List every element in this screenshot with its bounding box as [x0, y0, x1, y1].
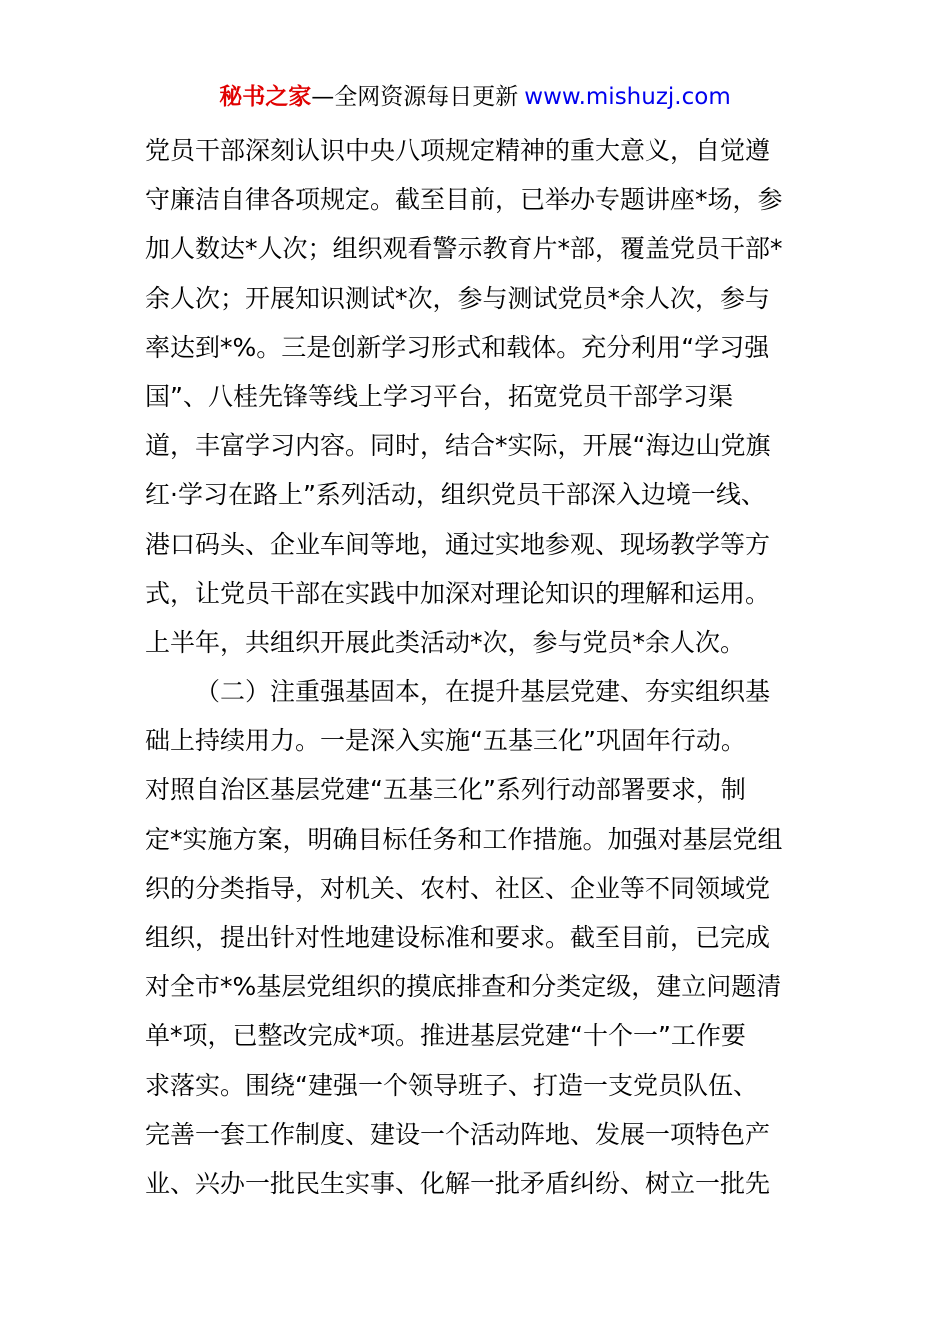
text-line: 国”、八桂先锋等线上学习平台，拓宽党员干部学习渠 [145, 381, 733, 411]
text-line: 党员干部深刻认识中央八项规定精神的重大意义，自觉遵 [145, 136, 771, 165]
text-line: 业、兴办一批民生实事、化解一批矛盾纠纷、树立一批先 [145, 1168, 771, 1198]
text-line: 港口码头、企业车间等地，通过实地参观、现场教学等方 [145, 529, 771, 559]
text-line: 余人次；开展知识测试*次，参与测试党员*余人次，参与 [145, 283, 771, 313]
brand-name: 秘书之家 [219, 84, 312, 110]
text-line: 上半年，共组织开展此类活动*次，参与党员*余人次。 [145, 627, 746, 657]
body-text [145, 126, 810, 1208]
text-line: 组织，提出针对性地建设标准和要求。截至目前，已完成 [145, 923, 771, 952]
text-line: 织的分类指导，对机关、农村、社区、企业等不同领域党 [145, 873, 771, 903]
text-line: 守廉洁自律各项规定。截至目前，已举办专题讲座*场，参 [145, 185, 783, 215]
text-line: 加人数达*人次；组织观看警示教育片*部，覆盖党员干部* [145, 234, 783, 264]
text-line: 完善一套工作制度、建设一个活动阵地、发展一项特色产 [145, 1119, 771, 1149]
website-link[interactable]: www.mishuzj.com [524, 84, 731, 110]
text-line: 对全市*%基层党组织的摸底排查和分类定级，建立问题清 [145, 972, 782, 1002]
text-line: 道，丰富学习内容。同时，结合*实际，开展“海边山党旗 [145, 431, 771, 461]
text-line: 单*项，已整改完成*项。推进基层党建“十个一”工作要 [145, 1021, 746, 1051]
text-line: 求落实。围绕“建强一个领导班子、打造一支党员队伍、 [145, 1070, 758, 1100]
text-line: 率达到*%。三是创新学习形式和载体。充分利用“学习强 [145, 332, 770, 362]
text-line: 式，让党员干部在实践中加深对理论知识的理解和运用。 [145, 578, 771, 608]
text-line: 对照自治区基层党建“五基三化”系列行动部署要求，制 [145, 775, 746, 805]
header-tagline: —全网资源每日更新 [311, 84, 519, 110]
text-line: 础上持续用力。一是深入实施“五基三化”巩固年行动。 [145, 726, 746, 756]
section-heading-line: （二）注重强基固本，在提升基层党建、夯实组织基 [195, 677, 771, 707]
text-line: 红·学习在路上”系列活动，组织党员干部深入边境一线、 [145, 480, 766, 510]
page-header [0, 80, 950, 114]
text-line: 定*实施方案，明确目标任务和工作措施。加强对基层党组 [145, 824, 783, 854]
